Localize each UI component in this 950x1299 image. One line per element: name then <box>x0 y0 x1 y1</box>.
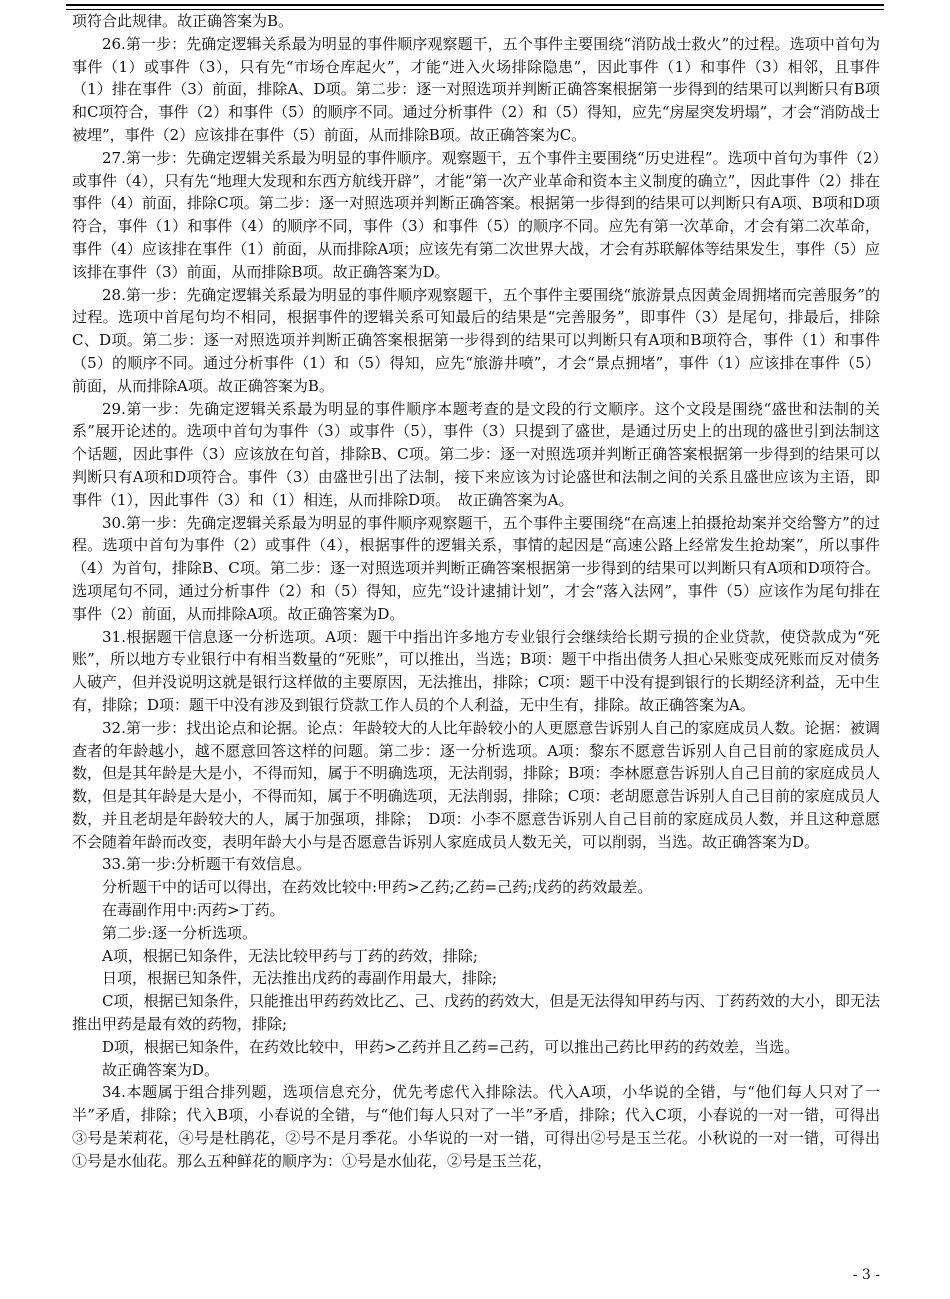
paragraph: 日项，根据已知条件，无法推出戊药的毒副作用最大，排除; <box>102 969 498 988</box>
paragraph: 27.第一步：先确定逻辑关系最为明显的事件顺序。观察题干，五个事件主要围绕“历史进程”。选项中首句为事件（2）或事件（4），只有先“地理大发现和东西方航线开辟”，才能“第一次产业革命和资本主义制度的确立”，因此事件（2）排在事件（4）前面，排除C项。第二步：逐一对照选项并判断正确答案。根据第一步得到的结果可以判断只有A项、B项和D项符合，事件（1）和事件（4）的顺序不同，事件（3）和事件（5）的顺序不同。应先有第一次革命，才会有第二次革命，事件（4）应该排在事件（1）前面，从而排除A项；应该先有第二次世界大战，才会有苏联解体等结果发生，事件（5）应该排在事件（3）前面，从而排除B项。故正确答案为D。 <box>72 148 880 281</box>
paragraph: 29.第一步：先确定逻辑关系最为明显的事件顺序本题考查的是文段的行文顺序。这个文段是围绕“盛世和法制的关系”展开论述的。选项中首句为事件（3）或事件（5），事件（3）只提到了盛世，是通过历史上的出现的盛世引到法制这个话题，因此事件（3）应该放在句首，排除B、C项。第二步：逐一对照选项并判断正确答案根据第一步得到的结果可以判断只有A项和D项符合。事件（3）由盛世引出了法制，接下来应该为讨论盛世和法制之间的关系且盛世应该为主语，即事件（1），因此事件（3）和（1）相连，从而排除D项。 故正确答案为A。 <box>72 399 880 509</box>
paragraph: C项，根据已知条件，只能推出甲药药效比乙、己、戊药的药效大，但是无法得知甲药与丙、丁药药效的大小，即无法推出甲药是最有效的药物，排除; <box>72 992 880 1034</box>
header-rule <box>66 4 884 6</box>
paragraph: D项，根据已知条件，在药效比较中，甲药>乙药并且乙药=己药，可以推出己药比甲药的药效差，当选。 <box>102 1037 800 1056</box>
document-body <box>72 10 880 1173</box>
paragraph: 项符合此规律。故正确答案为B。 <box>72 12 294 30</box>
paragraph: 分析题干中的话可以得出，在药效比较中:甲药>乙药;乙药=己药;戊药的药效最差。 <box>102 878 653 897</box>
paragraph: 32.第一步：找出论点和论据。论点：年龄较大的人比年龄较小的人更愿意告诉别人自己的家庭成员人数。论据：被调查者的年龄越小，越不愿意回答这样的问题。第二步：逐一分析选项。A项：黎东不愿意告诉别人自己目前的家庭成员人数，但是其年龄是大是小，不得而知，属于不明确选项，无法削弱，排除；B项：李林愿意告诉别人自己目前的家庭成员人数，但是其年龄是大是小，不得而知，属于不明确选项，无法削弱，排除；C项：老胡愿意告诉别人自己目前的家庭成员人数，并且老胡是年龄较大的人，属于加强项，排除； D项：小李不愿意告诉别人自己目前的家庭成员人数，并且这种意愿不会随着年龄而改变，表明年龄大小与是否愿意告诉别人家庭成员人数无关，可以削弱，当选。故正确答案为D。 <box>72 718 880 851</box>
paragraph: 在毒副作用中:丙药>丁药。 <box>102 901 285 920</box>
paragraph: 30.第一步：先确定逻辑关系最为明显的事件顺序观察题干，五个事件主要围绕“在高速上拍摄抢劫案并交给警方”的过程。选项中首句为事件（2）或事件（4），根据事件的逻辑关系，事情的起因是“高速公路上经常发生抢劫案”，所以事件（4）为首句，排除B、C项。第二步：逐一对照选项并判断正确答案根据第一步得到的结果可以判断只有A项和D项符合。选项尾句不同，通过分析事件（2）和（5）得知，应先“设计逮捕计划”，才会“落入法网”，事件（5）应该作为尾句排在事件（2）前面，从而排除A项。故正确答案为D。 <box>72 513 880 623</box>
paragraph: 故正确答案为D。 <box>102 1060 220 1079</box>
paragraph: 31.根据题干信息逐一分析选项。A项：题干中指出许多地方专业银行会继续给长期亏损的企业贷款，使贷款成为“死账”，所以地方专业银行中有相当数量的“死账”，可以推出，当选；B项：题干中指出债务人担心呆账变成死账而反对债务人破产，但并没说明这就是银行这样做的主要原因，无法推出，排除；C项：题干中没有提到银行的长期经济利益，无中生有，排除；D项：题干中没有涉及到银行贷款工作人员的个人利益，无中生有，排除。故正确答案为A。 <box>72 627 880 714</box>
page-number: - 3 - <box>852 1267 880 1283</box>
paragraph: A项，根据已知条件，无法比较甲药与丁药的药效，排除; <box>102 946 478 965</box>
paragraph: 28.第一步：先确定逻辑关系最为明显的事件顺序观察题干，五个事件主要围绕“旅游景点因黄金周拥堵而完善服务”的过程。选项中首尾句均不相同，根据事件的逻辑关系可知最后的结果是“完善服务”，即事件（3）是尾句，排最后，排除C、D项。第二步：逐一对照选项并判断正确答案根据第一步得到的结果可以判断只有A项和B项符合，事件（1）和事件（5）的顺序不同。通过分析事件（1）和（5）得知，应先“旅游井喷”，才会“景点拥堵”，事件（1）应该排在事件（5）前面，从而排除A项。故正确答案为B。 <box>72 285 880 395</box>
paragraph: 33.第一步:分析题干有效信息。 <box>102 855 311 874</box>
paragraph: 26.第一步：先确定逻辑关系最为明显的事件顺序观察题干，五个事件主要围绕“消防战士救火”的过程。选项中首句为事件（1）或事件（3），只有先“市场仓库起火”，才能“进入火场排除隐患”，因此事件（1）和事件（3）相邻，且事件（1）排在事件（3）前面，排除A、D项。第二步：逐一对照选项并判断正确答案根据第一步得到的结果可以判断只有B项和C项符合，事件（2）和事件（5）的顺序不同。通过分析事件（2）和（5）得知，应先“房屋突发坍塌”，才会“消防战士被埋”，事件（2）应该排在事件（5）前面，从而排除B项。故正确答案为C。 <box>72 34 880 144</box>
paragraph: 34.本题属于组合排列题，选项信息充分，优先考虑代入排除法。代入A项，小华说的全错，与“他们每人只对了一半”矛盾，排除；代入B项，小春说的全错，与“他们每人只对了一半”矛盾，排除；代入C项，小春说的一对一错，可得出③号是茉莉花，④号是杜鹃花，②号不是月季花。小华说的一对一错，可得出②号是玉兰花。小秋说的一对一错，可得出①号是水仙花。那么五种鲜花的顺序为：①号是水仙花，②号是玉兰花， <box>72 1083 880 1170</box>
paragraph: 第二步:逐一分析选项。 <box>102 923 258 942</box>
